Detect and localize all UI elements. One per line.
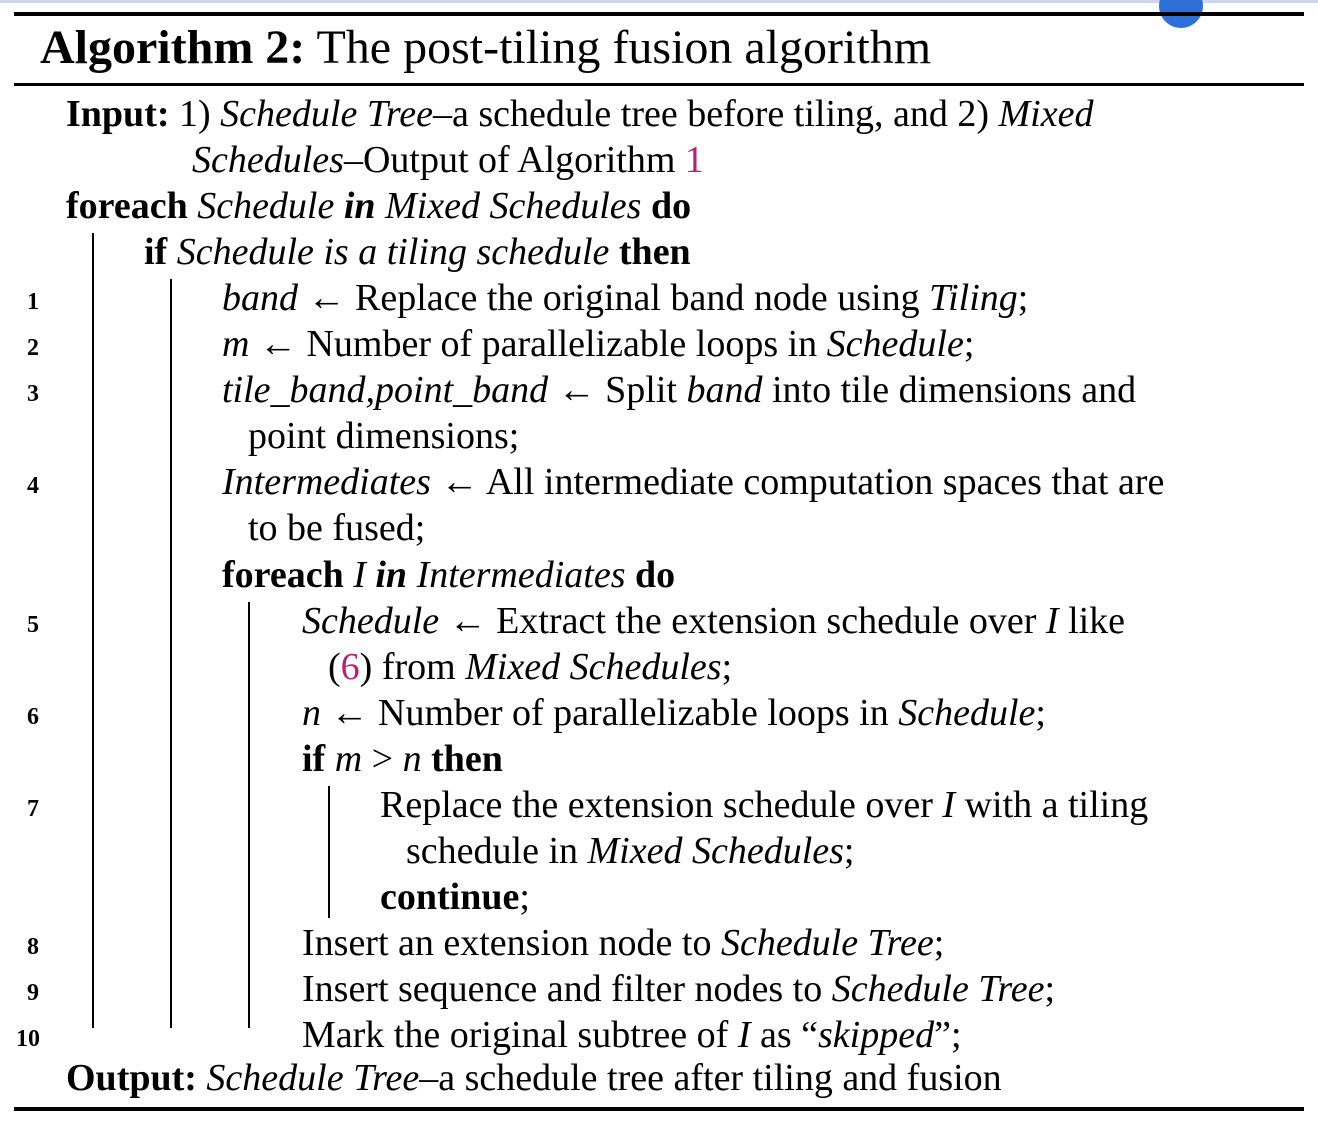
- band-em: band: [686, 369, 763, 411]
- line-4: [222, 459, 1164, 505]
- line-5-text: Extract the extension schedule over: [496, 600, 1037, 642]
- continue-keyword: continue: [380, 876, 520, 918]
- loop-collection: Mixed Schedules: [385, 185, 642, 227]
- algorithm-label: Algorithm 2:: [40, 21, 306, 74]
- do-keyword: do: [650, 185, 692, 227]
- var-n: n: [302, 692, 321, 734]
- var-m: m: [334, 738, 363, 780]
- if-tiling-line: [144, 229, 691, 275]
- assign-arrow: ←: [330, 692, 369, 734]
- outer-loop-bar: [92, 233, 94, 1028]
- var-tile-point-band: tile_band,point_band: [222, 369, 549, 411]
- then-keyword: then: [618, 231, 691, 273]
- top-border: [0, 0, 1318, 3]
- line-9: [302, 966, 1055, 1012]
- line-6: [302, 690, 1046, 736]
- input-tree-name: Schedule Tree: [220, 93, 433, 135]
- foreach-keyword: foreach: [66, 185, 188, 227]
- algorithm-ref-link[interactable]: 1: [684, 139, 704, 181]
- if-keyword: if: [144, 231, 168, 273]
- semicolon: ;: [1017, 277, 1029, 319]
- line-9-text: Insert sequence and filter nodes to: [302, 968, 823, 1010]
- line-number: 7: [27, 796, 39, 822]
- algorithm-title-text: The post-tiling fusion algorithm: [316, 21, 932, 74]
- line-6-text: Number of parallelizable loops in: [378, 692, 889, 734]
- foreach-keyword: foreach: [222, 554, 344, 596]
- line-7-cont: [406, 828, 854, 874]
- var-i: I: [942, 784, 956, 826]
- semicolon: ;: [519, 876, 530, 918]
- continue-line: [380, 874, 530, 920]
- inner-loop-bar: [248, 602, 250, 1028]
- line-3-text-b: into tile dimensions and: [771, 369, 1137, 411]
- line-10-text: Mark the original subtree of: [302, 1014, 729, 1056]
- line-number: 1: [27, 289, 39, 315]
- then-keyword: then: [431, 738, 503, 780]
- line-4-text: All intermediate computation spaces that are: [485, 461, 1165, 503]
- do-keyword: do: [635, 554, 676, 596]
- loop-var: Schedule: [197, 185, 335, 227]
- line-3: [222, 367, 1136, 413]
- input-line: [66, 91, 1093, 137]
- line-5-text-b: like: [1068, 600, 1126, 642]
- loop-collection: Intermediates: [416, 554, 626, 596]
- title-rule: [14, 83, 1304, 86]
- var-intermediates: Intermediates: [222, 461, 431, 503]
- mixed-schedules-em: Mixed Schedules: [587, 830, 844, 872]
- line-number: 8: [27, 934, 39, 960]
- line-number: 3: [27, 381, 39, 407]
- line-number: 4: [27, 473, 39, 499]
- line-number: 5: [27, 612, 39, 638]
- line-10: [302, 1012, 962, 1058]
- line-number: 9: [27, 980, 39, 1006]
- semicolon: ;: [963, 323, 975, 365]
- line-7-text: Replace the extension schedule over: [380, 784, 933, 826]
- skipped-em: skipped: [818, 1014, 935, 1056]
- algorithm-title: [40, 20, 931, 76]
- line-3-text-a: Split: [605, 369, 677, 411]
- outer-foreach: [66, 183, 691, 229]
- assign-arrow: ←: [307, 277, 346, 319]
- tiling-em: Tiling: [929, 277, 1018, 319]
- assign-arrow: ←: [258, 323, 297, 365]
- line-3-cont-text: point dimensions;: [248, 415, 520, 457]
- line-8-text: Insert an extension node to: [302, 922, 712, 964]
- input-part1: 1): [179, 93, 211, 135]
- schedule-em: Schedule: [826, 323, 964, 365]
- var-schedule: Schedule: [302, 600, 440, 642]
- var-i: I: [1045, 600, 1059, 642]
- inner-foreach: [222, 552, 675, 598]
- schedule-tree-em: Schedule Tree: [831, 968, 1045, 1010]
- input-part2: –a schedule tree before tiling, and 2): [432, 93, 990, 135]
- var-band: band: [222, 277, 298, 319]
- closing-quote: ”;: [934, 1014, 962, 1056]
- loop-var-i: I: [353, 554, 366, 596]
- output-line: [66, 1055, 1002, 1101]
- line-3-cont: [248, 413, 519, 459]
- in-keyword: in: [375, 554, 408, 596]
- line-7: [380, 782, 1148, 828]
- top-rule: [14, 12, 1304, 16]
- input-line-cont: [192, 137, 704, 183]
- mixed-schedules-em: Mixed Schedules: [465, 646, 722, 688]
- line-10-text-b: as “: [759, 1014, 818, 1056]
- line-2: [222, 321, 974, 367]
- line-1: [222, 275, 1028, 321]
- line-2-text: Number of parallelizable loops in: [306, 323, 818, 365]
- bottom-rule: [14, 1107, 1304, 1111]
- var-i: I: [737, 1014, 751, 1056]
- assign-arrow: ←: [448, 600, 487, 642]
- input-mixed: Mixed: [998, 93, 1094, 135]
- semicolon: ;: [843, 830, 855, 872]
- semicolon: ;: [933, 922, 945, 964]
- line-5-cont: [328, 644, 732, 690]
- line-8: [302, 920, 944, 966]
- input-schedules: Schedules: [192, 139, 344, 181]
- semicolon: ;: [1044, 968, 1056, 1010]
- if-condition: Schedule is a tiling schedule: [176, 231, 610, 273]
- line-4-cont: [248, 505, 425, 551]
- if-mn-bar: [328, 786, 330, 918]
- input-part3: –Output of Algorithm: [343, 139, 676, 181]
- semicolon: ;: [1035, 692, 1046, 734]
- line-number: 2: [27, 335, 39, 361]
- output-text: –a schedule tree after tiling and fusion: [419, 1057, 1002, 1099]
- assign-arrow: ←: [557, 369, 596, 411]
- in-keyword: in: [343, 185, 376, 227]
- line-7-text-b: with a tiling: [964, 784, 1149, 826]
- line-number: 10: [16, 1026, 40, 1052]
- assign-arrow: ←: [440, 461, 479, 503]
- line-1-text: Replace the original band node using: [355, 277, 920, 319]
- if-mn-line: [302, 736, 503, 782]
- semicolon: ;: [721, 646, 733, 688]
- schedule-tree-em: Schedule Tree: [720, 922, 934, 964]
- input-keyword: Input:: [66, 93, 170, 135]
- equation-ref-link[interactable]: 6: [340, 646, 360, 688]
- line-number: 6: [27, 704, 39, 730]
- output-keyword: Output:: [66, 1057, 197, 1099]
- line-5: [302, 598, 1125, 644]
- var-m: m: [222, 323, 250, 365]
- if-keyword: if: [302, 738, 326, 780]
- line-5-text-c: from: [381, 646, 456, 688]
- line-4-cont-text: to be fused;: [248, 507, 426, 549]
- greater-than: >: [371, 738, 394, 780]
- paren-close: ): [359, 646, 373, 688]
- line-7-cont-text: schedule in: [406, 830, 579, 872]
- paren-open: (: [328, 646, 341, 688]
- var-n: n: [402, 738, 422, 780]
- schedule-em: Schedule: [898, 692, 1036, 734]
- output-tree-name: Schedule Tree: [206, 1057, 420, 1099]
- if-block-bar: [170, 279, 172, 1028]
